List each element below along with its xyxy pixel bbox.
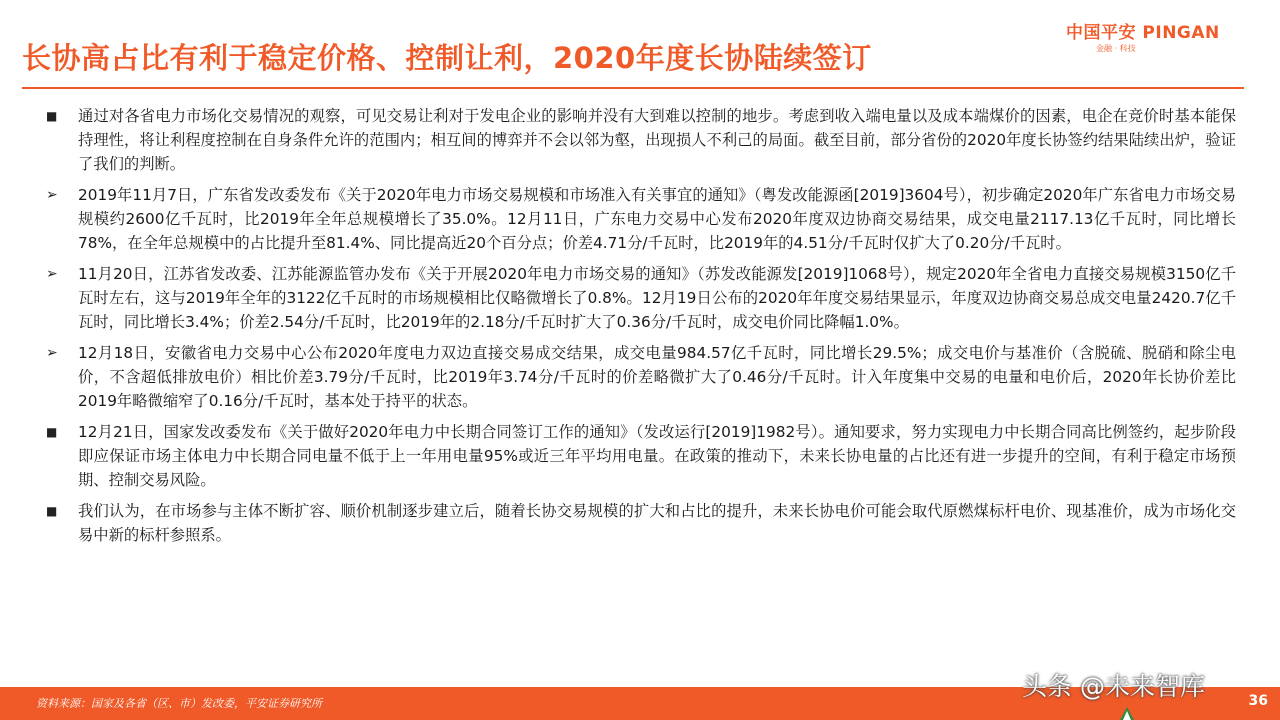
- page-number: 36: [1248, 693, 1268, 709]
- title-divider: [22, 87, 1244, 89]
- source-note: 资料来源：国家及各省（区、市）发改委，平安证券研究所: [36, 697, 322, 710]
- paragraph-text: 我们认为，在市场参与主体不断扩容、顺价机制逐步建立后，随着长协交易规模的扩大和占比的提升，未来长协电价可能会取代原燃煤标杆电价、现基准价，成为市场化交易中新的标杆参照系。: [78, 502, 1236, 544]
- logo-main-text: 中国平安 PINGAN: [1066, 23, 1220, 43]
- logo-tagline: 金融 · 科技: [1096, 44, 1136, 53]
- square-bullet-icon: [46, 104, 66, 129]
- arrow-bullet-icon: [46, 262, 66, 287]
- pingan-logo: [1066, 18, 1266, 58]
- paragraph-anhui: [46, 341, 1236, 413]
- paragraph-jiangsu: [46, 262, 1236, 334]
- arrow-bullet-icon: [46, 341, 66, 366]
- paragraph-text: 12月21日，国家发改委发布《关于做好2020年电力中长期合同签订工作的通知》（发改运行[2019]1982号）。通知要求，努力实现电力中长期合同高比例签约，起步阶段即应保证市场主体电力中长期合同电量不低于上一年用电量95%或近三年平均用电量。在政策的推动下，未来长协电量的占比还有进一步提升的空间，有利于稳定市场预期、控制交易风险。: [78, 423, 1236, 489]
- paragraph-intro: [46, 104, 1236, 176]
- paragraph-text: 12月18日，安徽省电力交易中心公布2020年度电力双边直接交易成交结果，成交电量984.57亿千瓦时，同比增长29.5%；成交电价与基准价（含脱硫、脱硝和除尘电价，不含超低排放电价）相比价差3.79分/千瓦时，比2019年3.74分/千瓦时的价差略微扩大了0.46分/千瓦时。计入年度集中交易的电量和电价后，2020年长协价差比2019年略微缩窄了0.16分/千瓦时，基本处于持平的状态。: [78, 344, 1236, 410]
- square-bullet-icon: [46, 499, 66, 524]
- tree-icon: [1120, 707, 1134, 720]
- paragraph-text: 11月20日，江苏省发改委、江苏能源监管办发布《关于开展2020年电力市场交易的通知》（苏发改能源发[2019]1068号），规定2020年全省电力直接交易规模3150亿千瓦时左右，这与2019年全年的3122亿千瓦时的市场规模相比仅略微增长了0.8%。12月19日公布的2020年年度交易结果显示，年度双边协商交易总成交电量2420.7亿千瓦时，同比增长3.4%；价差2.54分/千瓦时，比2019年的2.18分/千瓦时扩大了0.36分/千瓦时，成交电价同比降幅1.0%。: [78, 265, 1236, 331]
- square-bullet-icon: [46, 420, 66, 445]
- arrow-bullet-icon: [46, 183, 66, 208]
- paragraph-guangdong: [46, 183, 1236, 255]
- paragraph-text: 2019年11月7日，广东省发改委发布《关于2020年电力市场交易规模和市场准入有关事宜的通知》（粤发改能源函[2019]3604号），初步确定2020年广东省电力市场交易规模约2600亿千瓦时，比2019年全年总规模增长了35.0%。12月11日，广东电力交易中心发布2020年度双边协商交易结果，成交电量2117.13亿千瓦时，同比增长78%，在全年总规模中的占比提升至81.4%、同比提高近20个百分点；价差4.71分/千瓦时，比2019年的4.51分/千瓦时仅扩大了0.20分/千瓦时。: [78, 186, 1236, 252]
- watermark-text: 头条 @未来智库: [1022, 672, 1205, 701]
- paragraph-text: 通过对各省电力市场化交易情况的观察，可见交易让利对于发电企业的影响并没有大到难以控制的地步。考虑到收入端电量以及成本端煤价的因素，电企在竞价时基本能保持理性，将让利程度控制在自身条件允许的范围内；相互间的博弈并不会以邻为壑，出现损人不利己的局面。截至目前，部分省份的2020年度长协签约结果陆续出炉，验证了我们的判断。: [78, 107, 1236, 173]
- body-content: [46, 104, 1236, 554]
- paragraph-ndrc-notice: [46, 420, 1236, 492]
- paragraph-conclusion: [46, 499, 1236, 547]
- slide-title: 长协高占比有利于稳定价格、控制让利，2020年度长协陆续签订: [22, 41, 872, 75]
